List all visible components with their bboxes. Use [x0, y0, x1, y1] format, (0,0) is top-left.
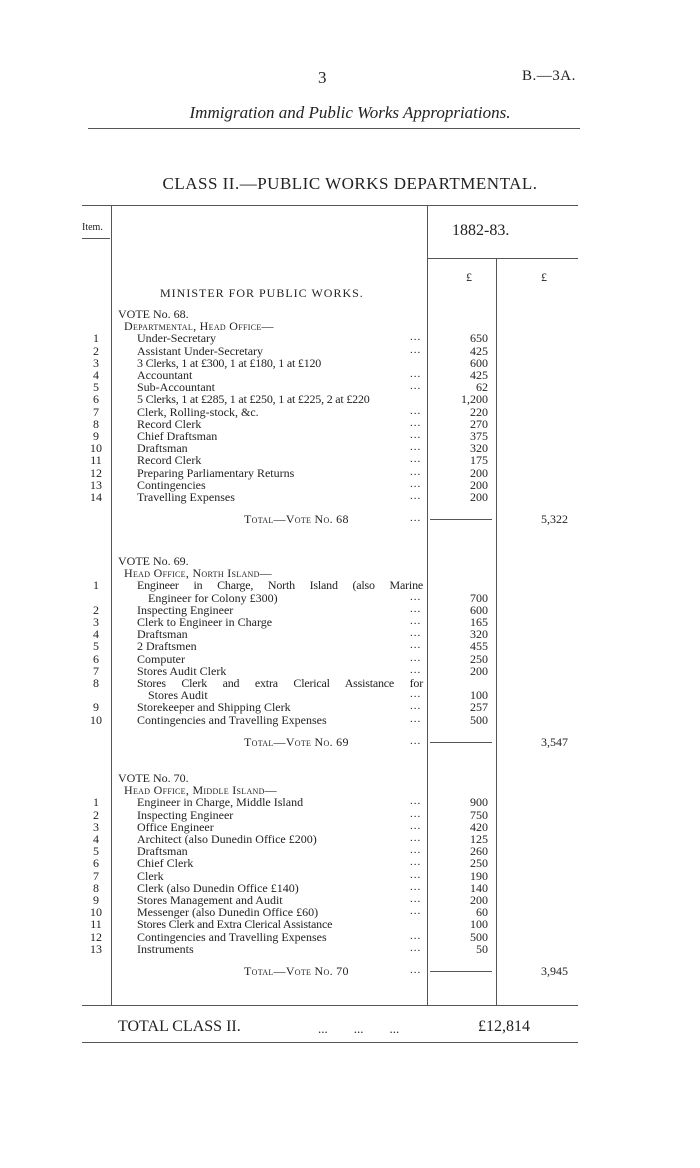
item-description: Engineer in Charge, Middle Island	[137, 795, 304, 810]
item-description: Clerk, Rolling-stock, &c.	[137, 404, 259, 419]
vote-total-label: Total—Vote No. 68	[244, 512, 349, 527]
item-description: Assistant Under-Secretary	[137, 343, 264, 358]
item-description: Chief Clerk	[137, 856, 194, 871]
leader-dots: ...	[410, 512, 422, 525]
grand-total-amount: £12,814	[478, 1018, 530, 1035]
pound-symbol-totals: £	[541, 270, 547, 284]
vote-total-label: Total—Vote No. 69	[244, 734, 349, 749]
item-amount: 257	[470, 700, 488, 715]
item-number: 7	[93, 663, 99, 678]
item-description: Sub-Accountant	[137, 380, 215, 395]
item-number: 3	[93, 355, 99, 370]
vote-subheading: Head Office, Middle Island—	[124, 783, 277, 798]
item-number: 7	[93, 404, 99, 419]
vote-total-amount: 5,322	[541, 512, 568, 527]
vote-total-label: Total—Vote No. 70	[244, 964, 349, 978]
leader-dots: ...	[410, 663, 422, 676]
item-number: 9	[93, 700, 99, 715]
leader-dots: ...	[410, 441, 422, 454]
item-amount: 750	[470, 807, 488, 822]
item-amount: 320	[470, 441, 488, 456]
vote-total-amount: 3,945	[541, 964, 568, 978]
item-description: Chief Draftsman	[137, 429, 218, 443]
item-description: Draftsman	[137, 627, 188, 642]
item-number: 5	[93, 844, 99, 859]
item-number: 12	[90, 465, 102, 480]
item-amount: 250	[470, 651, 488, 666]
leader-dots: ...	[410, 856, 422, 869]
item-description: Engineer in Charge, North Island (also Marine	[137, 578, 423, 593]
vote-total-amount: 3,547	[541, 734, 568, 749]
item-description-continued: Stores Audit	[148, 688, 208, 703]
leader-dots: ...	[410, 688, 422, 701]
item-number: 3	[93, 819, 99, 834]
item-amount: 650	[470, 331, 488, 346]
item-number: 4	[93, 832, 99, 846]
leader-dots: ...	[410, 343, 422, 356]
item-description: Storekeeper and Shipping Clerk	[137, 700, 291, 715]
item-number: 2	[93, 343, 99, 358]
item-description: Messenger (also Dunedin Office £60)	[137, 905, 319, 920]
item-number: 8	[93, 416, 99, 431]
item-amount: 500	[470, 712, 488, 727]
item-amount: 600	[470, 602, 488, 617]
item-amount: 100	[470, 688, 488, 703]
item-amount: 420	[470, 819, 488, 834]
year-header: 1882-83.	[452, 222, 510, 239]
item-number: 9	[93, 429, 99, 443]
item-description: Computer	[137, 651, 185, 666]
item-description: 2 Draftsmen	[137, 639, 197, 654]
item-number: 2	[93, 602, 99, 617]
item-amount: 125	[470, 832, 488, 846]
leader-dots: ...	[410, 941, 422, 954]
leader-dots: ...	[410, 615, 422, 627]
item-description: Clerk	[137, 868, 164, 883]
item-number: 5	[93, 380, 99, 395]
item-amount: 62	[476, 380, 488, 395]
table-top-rule	[82, 205, 578, 206]
item-description: Travelling Expenses	[137, 490, 235, 504]
subtotal-rule	[430, 971, 492, 972]
header-rule	[88, 128, 580, 129]
leader-dots: ...	[410, 880, 422, 893]
item-description: Clerk to Engineer in Charge	[137, 615, 273, 629]
item-description: Contingencies and Travelling Expenses	[137, 712, 327, 727]
leader-dots: ...	[410, 331, 422, 344]
item-description-continued: Engineer for Colony £300)	[148, 590, 278, 605]
grand-total-label: TOTAL CLASS II.	[118, 1018, 241, 1035]
item-amount: 165	[470, 615, 488, 629]
leader-dots: ...	[410, 416, 422, 429]
page-number: 3	[318, 68, 327, 87]
item-amount: 375	[470, 429, 488, 443]
leader-dots: ...	[410, 380, 422, 393]
item-amount: 200	[470, 477, 488, 492]
grand-total-bottom-rule	[82, 1042, 578, 1043]
item-number: 3	[93, 615, 99, 629]
item-number: 4	[93, 627, 99, 642]
leader-dots: ...	[410, 905, 422, 918]
item-description: Draftsman	[137, 441, 188, 456]
item-amount: 200	[470, 490, 488, 504]
item-amount: 700	[470, 590, 488, 605]
subtotal-rule	[430, 519, 492, 520]
item-amount: 200	[470, 465, 488, 480]
item-number: 11	[90, 453, 102, 468]
item-number: 1	[93, 331, 99, 346]
item-amount: 270	[470, 416, 488, 431]
item-number: 9	[93, 893, 99, 907]
item-number: 1	[93, 795, 99, 810]
item-number: 8	[93, 880, 99, 895]
leader-dots: ...	[410, 429, 422, 441]
item-amount: 200	[470, 893, 488, 907]
item-description: 5 Clerks, 1 at £285, 1 at £250, 1 at £225, 2 at £220	[137, 392, 370, 407]
item-amount: 1,200	[461, 392, 488, 407]
item-description: Stores Audit Clerk	[137, 663, 227, 678]
item-description: Stores Clerk and Extra Clerical Assistance	[137, 917, 333, 932]
pound-symbol-items: £	[466, 270, 472, 284]
item-amount: 200	[470, 663, 488, 678]
grand-total-dots: ... ... ...	[318, 1021, 400, 1036]
item-number: 1	[93, 578, 99, 593]
leader-dots: ...	[410, 734, 422, 747]
item-header-underline	[82, 238, 110, 239]
item-amount: 60	[476, 905, 488, 920]
item-amount: 900	[470, 795, 488, 810]
item-number: 5	[93, 639, 99, 654]
item-amount: 175	[470, 453, 488, 468]
item-number: 10	[90, 712, 102, 727]
item-amount: 500	[470, 929, 488, 944]
item-description: Under-Secretary	[137, 331, 217, 346]
item-number: 13	[90, 941, 102, 956]
item-amount: 260	[470, 844, 488, 859]
item-number: 13	[90, 477, 102, 492]
vote-heading: VOTE No. 68.	[118, 307, 189, 321]
item-number: 11	[90, 917, 102, 932]
item-description: Preparing Parliamentary Returns	[137, 465, 295, 480]
minister-heading: MINISTER FOR PUBLIC WORKS.	[160, 286, 364, 300]
item-number: 8	[93, 676, 99, 690]
item-number: 6	[93, 651, 99, 666]
document-reference: B.—3A.	[522, 68, 576, 84]
item-description: Accountant	[137, 368, 193, 382]
item-number: 4	[93, 368, 99, 382]
item-number: 10	[90, 905, 102, 920]
item-description: Inspecting Engineer	[137, 807, 234, 822]
item-column-header: Item.	[82, 222, 103, 233]
leader-dots: ...	[410, 844, 422, 857]
item-description: Record Clerk	[137, 453, 202, 468]
item-column-divider	[111, 205, 112, 1005]
leader-dots: ...	[410, 602, 422, 615]
inner-amount-divider	[496, 258, 497, 1005]
item-amount: 190	[470, 868, 488, 883]
item-amount: 220	[470, 404, 488, 419]
leader-dots: ...	[410, 590, 422, 603]
item-description: Office Engineer	[137, 819, 214, 834]
leader-dots: ...	[410, 477, 422, 490]
item-amount: 320	[470, 627, 488, 642]
item-amount: 455	[470, 639, 488, 654]
item-description: 3 Clerks, 1 at £300, 1 at £180, 1 at £120	[137, 355, 322, 370]
leader-dots: ...	[410, 490, 422, 502]
vote-subheading: Departmental, Head Office—	[124, 319, 274, 334]
item-amount: 600	[470, 355, 488, 370]
item-description: Stores Management and Audit	[137, 893, 283, 907]
vote-heading: VOTE No. 69.	[118, 554, 189, 568]
item-amount: 425	[470, 343, 488, 358]
item-amount: 140	[470, 880, 488, 895]
item-description: Instruments	[137, 941, 194, 956]
item-number: 10	[90, 441, 102, 456]
leader-dots: ...	[410, 893, 422, 905]
item-amount: 100	[470, 917, 488, 932]
leader-dots: ...	[410, 453, 422, 466]
item-number: 14	[90, 490, 102, 504]
leader-dots: ...	[410, 832, 422, 844]
leader-dots: ...	[410, 819, 422, 832]
leader-dots: ...	[410, 712, 422, 725]
item-description: Inspecting Engineer	[137, 602, 234, 617]
item-number: 6	[93, 392, 99, 407]
year-underline	[427, 258, 578, 259]
item-description: Record Clerk	[137, 416, 202, 431]
leader-dots: ...	[410, 929, 422, 942]
item-number: 7	[93, 868, 99, 883]
vote-subheading: Head Office, North Island—	[124, 566, 272, 581]
item-description: Contingencies	[137, 477, 206, 492]
leader-dots: ...	[410, 700, 422, 713]
leader-dots: ...	[410, 795, 422, 808]
item-description: Draftsman	[137, 844, 188, 859]
leader-dots: ...	[410, 807, 422, 820]
leader-dots: ...	[410, 627, 422, 640]
item-amount: 50	[476, 941, 488, 956]
item-number: 12	[90, 929, 102, 944]
item-amount: 250	[470, 856, 488, 871]
leader-dots: ...	[410, 868, 422, 881]
item-description: Stores Clerk and extra Clerical Assistance for	[137, 676, 423, 690]
vote-heading: VOTE No. 70.	[118, 771, 189, 785]
leader-dots: ...	[410, 368, 422, 380]
leader-dots: ...	[410, 639, 422, 652]
item-amount: 425	[470, 368, 488, 382]
item-description: Clerk (also Dunedin Office £140)	[137, 880, 299, 895]
class-title: CLASS II.—PUBLIC WORKS DEPARTMENTAL.	[162, 174, 538, 193]
grand-total-top-rule	[82, 1005, 578, 1006]
leader-dots: ...	[410, 651, 422, 664]
leader-dots: ...	[410, 964, 422, 976]
item-description: Architect (also Dunedin Office £200)	[137, 832, 317, 846]
item-number: 6	[93, 856, 99, 871]
leader-dots: ...	[410, 465, 422, 478]
leader-dots: ...	[410, 404, 422, 417]
item-number: 2	[93, 807, 99, 822]
page-subtitle: Immigration and Public Works Appropriations.	[189, 103, 511, 122]
subtotal-rule	[430, 742, 492, 743]
item-description: Contingencies and Travelling Expenses	[137, 929, 327, 944]
